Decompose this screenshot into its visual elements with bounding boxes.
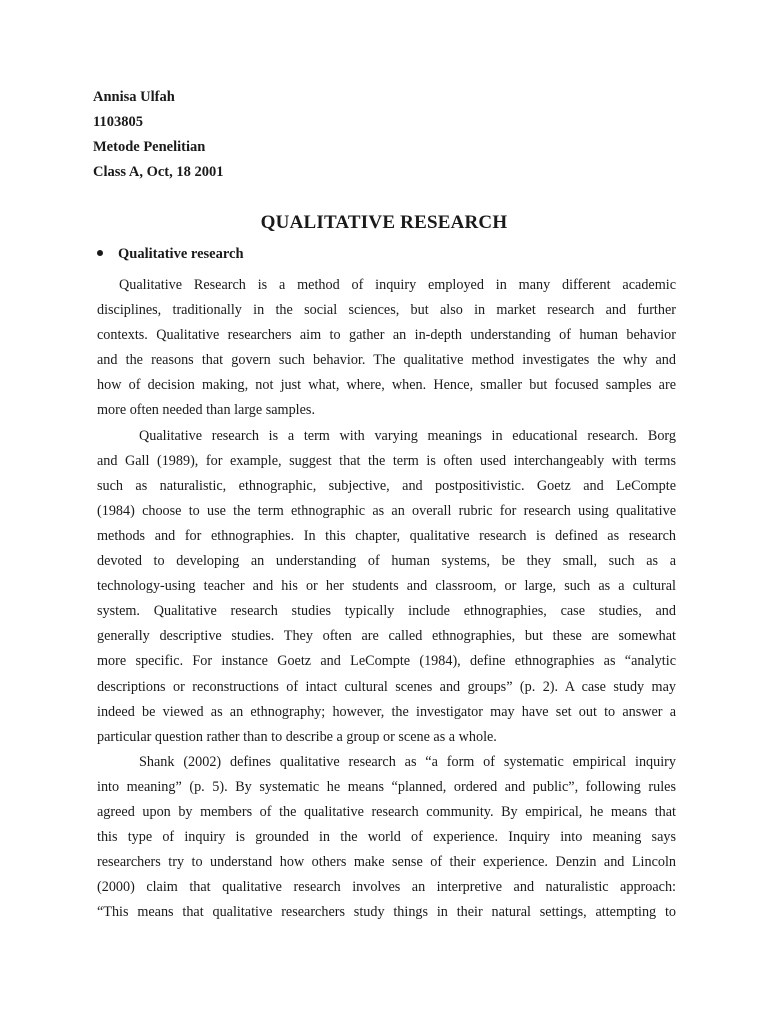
text-line: agreed upon by members of the qualitative research community. By empirical, he means that xyxy=(97,803,676,820)
text-line: and Gall (1989), for example, suggest that the term is often used interchangeably with terms xyxy=(97,452,676,469)
text-line: this type of inquiry is grounded in the world of experience. Inquiry into meaning says xyxy=(97,829,676,846)
body-text xyxy=(97,273,676,925)
text-line: “This means that qualitative researchers study things in their natural settings, attempting to xyxy=(97,904,676,921)
text-line: researchers try to understand how others make sense of their experience. Denzin and Lincoln xyxy=(97,854,676,871)
class-date: Class A, Oct, 18 2001 xyxy=(93,164,224,180)
text-line: particular question rather than to describe a group or scene as a whole. xyxy=(97,728,497,745)
course-name: Metode Penelitian xyxy=(93,139,206,155)
text-line: technology-using teacher and his or her students and classroom, or large, such as a cultural xyxy=(97,578,676,595)
text-line: such as naturalistic, ethnographic, subjective, and postpositivistic. Goetz and LeCompte xyxy=(97,477,676,494)
student-id: 1103805 xyxy=(93,114,143,130)
section-heading-text: Qualitative research xyxy=(118,246,244,262)
text-line: more specific. For instance Goetz and LeCompte (1984), define ethnographies as “analytic xyxy=(97,653,676,670)
text-line: (1984) choose to use the term ethnographic as an overall rubric for research using qualitative xyxy=(97,502,676,519)
author-header xyxy=(93,85,224,185)
text-line: more often needed than large samples. xyxy=(97,402,315,419)
text-line: Qualitative Research is a method of inquiry employed in many different academic xyxy=(119,277,676,293)
bullet-icon xyxy=(97,250,103,256)
text-line: devoted to developing an understanding of human systems, be they small, such as a xyxy=(97,553,676,570)
text-line: contexts. Qualitative researchers aim to gather an in-depth understanding of human behavior xyxy=(97,327,676,344)
document-title: QUALITATIVE RESEARCH xyxy=(260,212,508,233)
text-line: generally descriptive studies. They often are called ethnographies, but these are somewhat xyxy=(97,628,676,645)
text-line: how of decision making, not just what, where, when. Hence, smaller but focused samples are xyxy=(97,377,676,394)
author-name: Annisa Ulfah xyxy=(93,89,175,105)
text-line: and the reasons that govern such behavior. The qualitative method investigates the why and xyxy=(97,352,676,369)
text-line: methods and for ethnographies. In this chapter, qualitative research is defined as research xyxy=(97,527,676,544)
text-line: Shank (2002) defines qualitative research as “a form of systematic empirical inquiry xyxy=(139,753,676,770)
text-line: indeed be viewed as an ethnography; however, the investigator may have set out to answer a xyxy=(97,703,676,720)
text-line: Qualitative research is a term with varying meanings in educational research. Borg xyxy=(139,427,676,444)
text-line: descriptions or reconstructions of intact cultural scenes and groups” (p. 2). A case study may xyxy=(97,678,676,695)
text-line: disciplines, traditionally in the social sciences, but also in market research and further xyxy=(97,302,676,319)
text-line: system. Qualitative research studies typically include ethnographies, case studies, and xyxy=(97,603,676,620)
text-line: into meaning” (p. 5). By systematic he means “planned, ordered and public”, following rules xyxy=(97,778,676,795)
section-heading xyxy=(97,246,244,263)
text-line: (2000) claim that qualitative research involves an interpretive and naturalistic approach: xyxy=(97,879,676,896)
